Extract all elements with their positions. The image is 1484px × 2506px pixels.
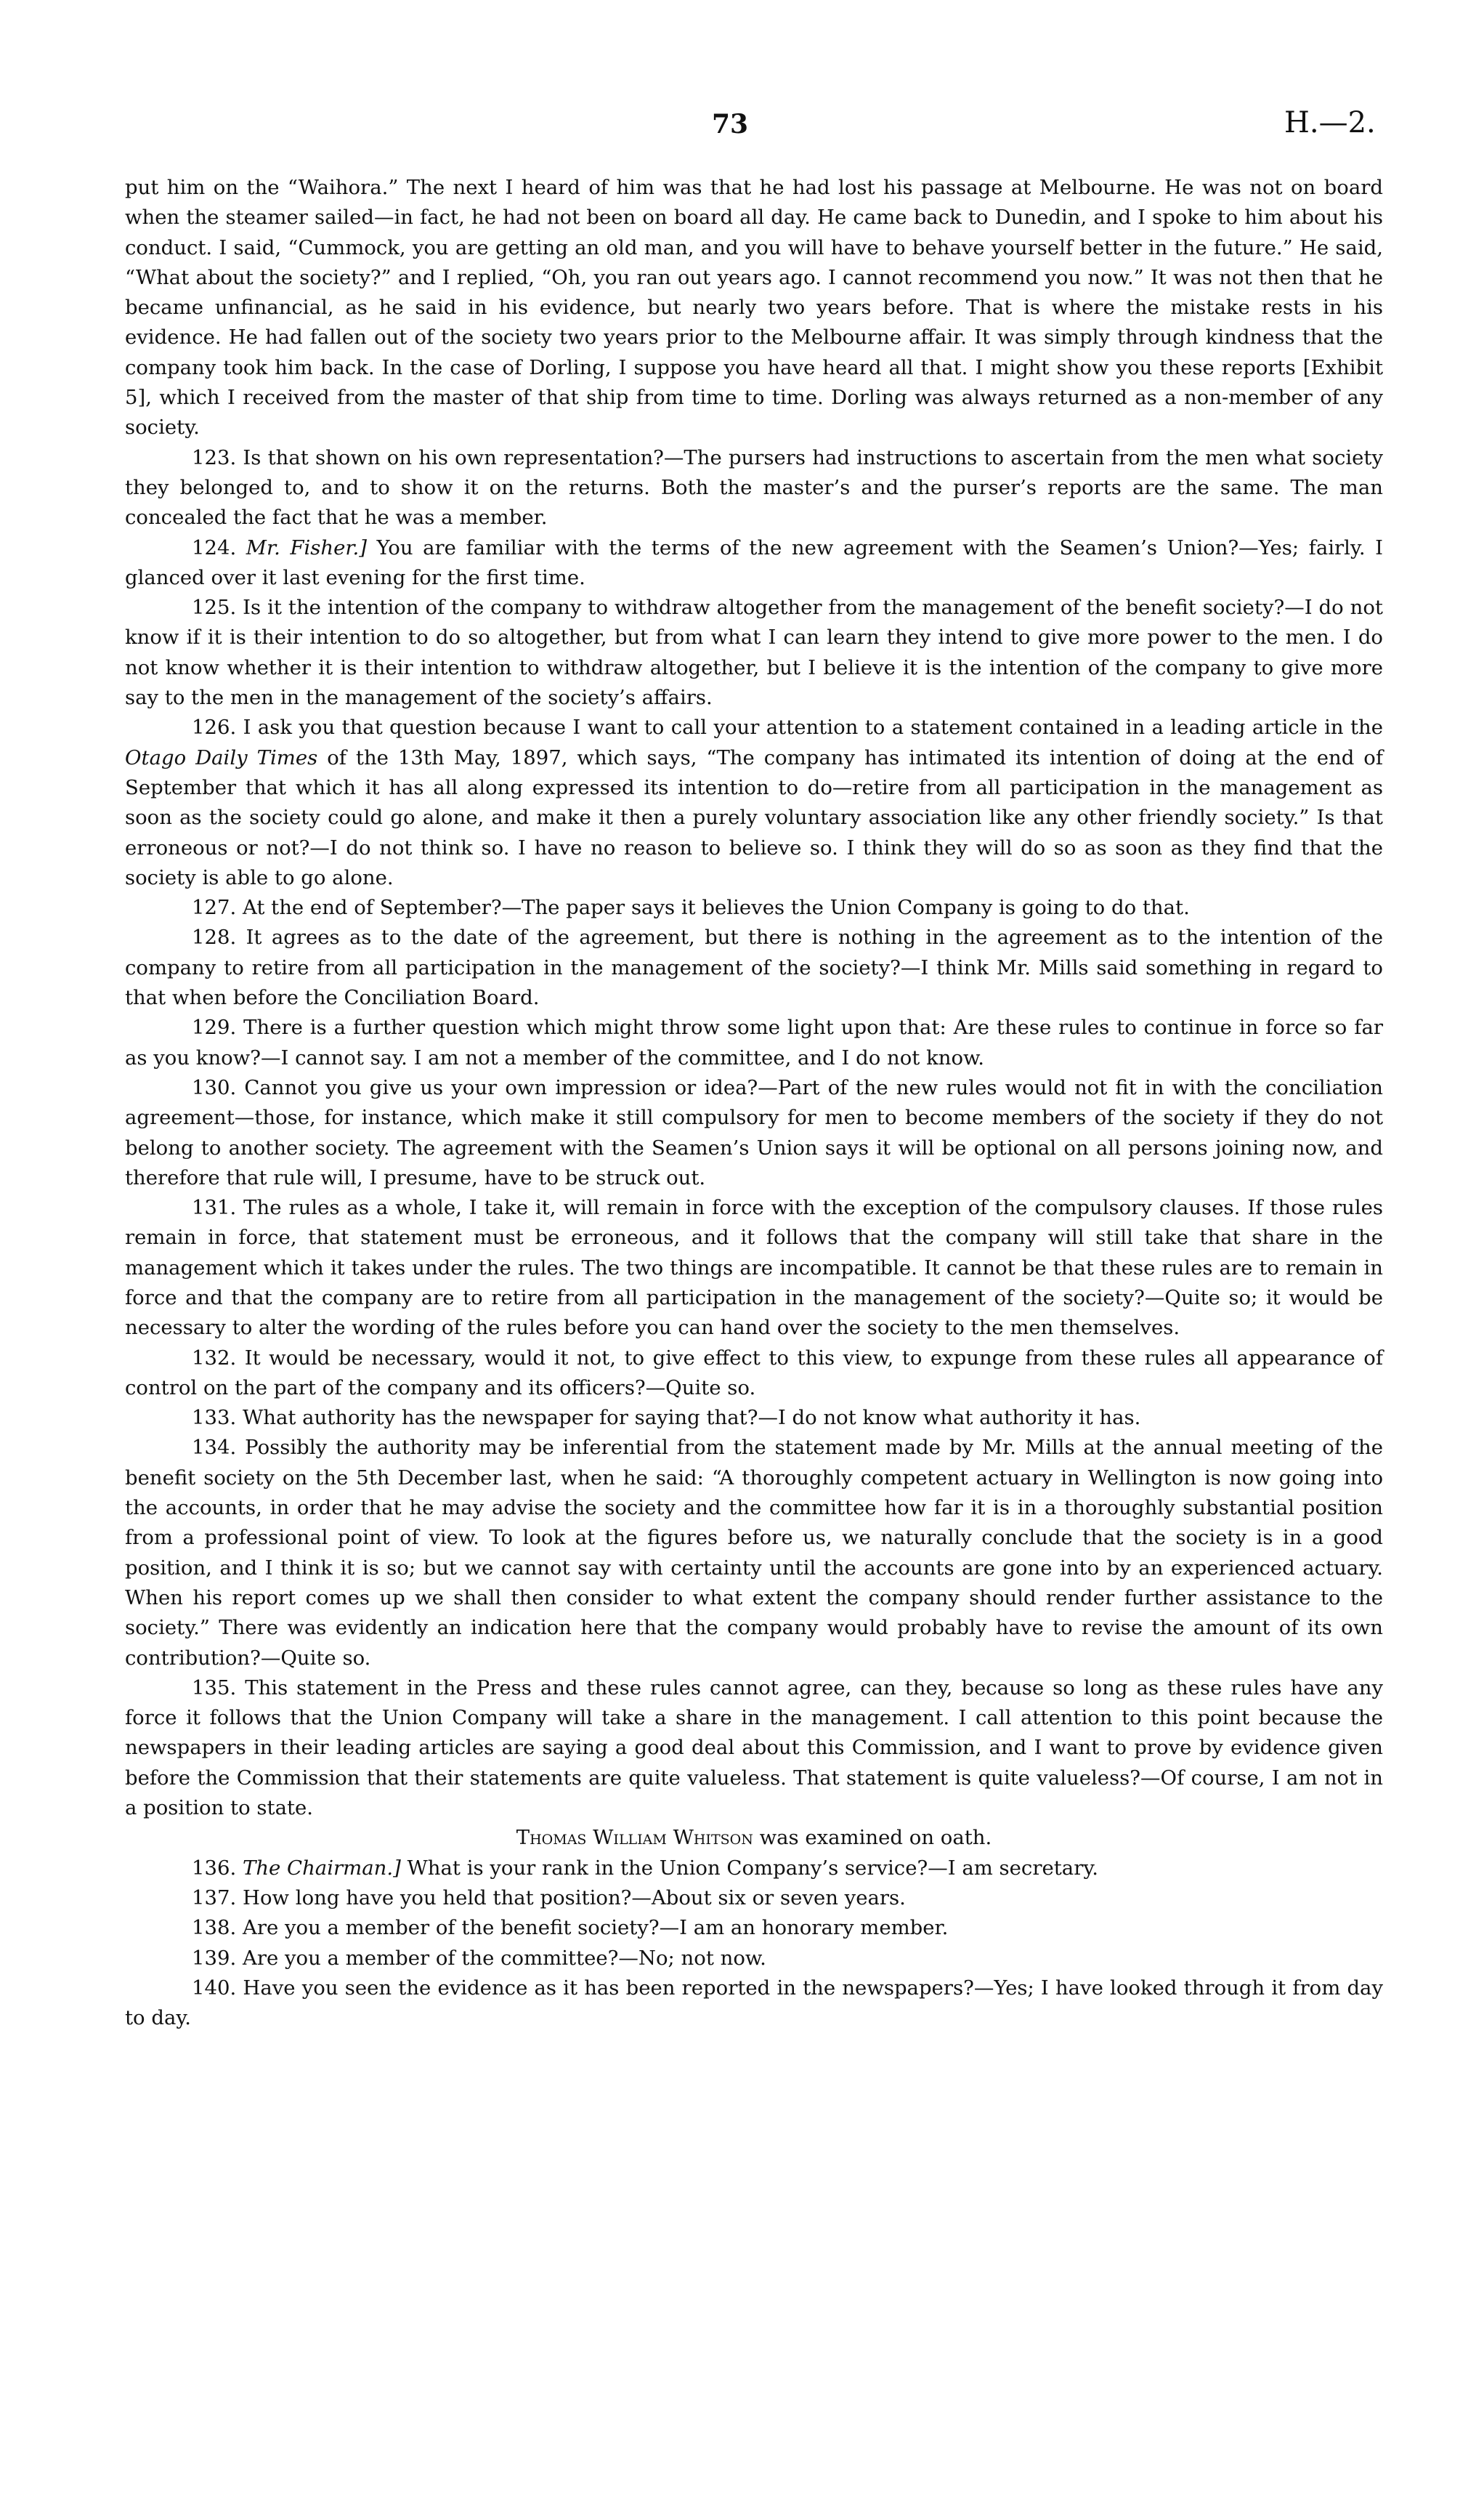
question-128: 128. It agrees as to the date of the agreement, but there is nothing in the agreement as to the intention of the company to retire from all participation in the management of the society?—I think Mr. Mills said something in regard to that when before the Conciliation Board. — [125, 926, 1383, 1010]
question-139: 139. Are you a member of the committee?—No; not now. — [192, 1946, 766, 1970]
question-123: 123. Is that shown on his own representation?—The pursers had instructions to ascertain from the men what society they belonged to, and to show it on the returns. Both the master’s and the purser’s reports are the same. The man concealed the fact that he was a member. — [125, 445, 1383, 530]
question-138: 138. Are you a member of the benefit society?—I am an honorary member. — [192, 1916, 949, 1940]
question-text-part-2: of the 13th May, 1897, which says, “The company has intimated its intention of doing at the end of September that which it has all along expressed its intention to do—retire from all participation in the management as soon as the society could go alone, and make it then a purely voluntary association like any other friendly society.” Is that erroneous or not?—I do not think so. I have no reason to believe so. I think they will do so as soon as they find that the society is able to go alone. — [125, 745, 1384, 889]
question-131: 131. The rules as a whole, I take it, will remain in force with the exception of the compulsory clauses. If those rules remain in force, that statement must be erroneous, and it follows that the company will still take that share in the management which it takes under the rules. The two things are incompatible. It cannot be that these rules are to remain in force and that the company are to retire from all participation in the management of the society?—Quite so; it would be necessary to alter the wording of the rules before you can hand over the society to the men themselves. — [125, 1196, 1383, 1340]
question-134: 134. Possibly the authority may be inferential from the statement made by Mr. Mills at the annual meeting of the benefit society on the 5th December last, when he said: “A thoroughly competent actuary in Wellington is now going into the accounts, in order that he may advise the society and the committee how far it is in a thoroughly substantial position from a professional point of view. To look at the figures before us, we naturally conclude that the society is in a good position, and I think it is so; but we cannot say with certainty until the accounts are gone into by an experienced actuary. When his report comes up we shall then consider to what extent the company should render further assistance to the society.” There was evidently an indication here that the company would probably have to revise the amount of its own contribution?—Quite so. — [125, 1436, 1383, 1670]
speaker-name: Mr. Fisher.] — [246, 535, 367, 559]
question-127: 127. At the end of September?—The paper says it believes the Union Company is going to do that. — [192, 896, 1190, 920]
question-129: 129. There is a further question which might throw some light upon that: Are these rules to continue in force so far as you know?—I cannot say. I am not a member of the committee, and I do not know. — [125, 1016, 1383, 1070]
evidence-transcript — [125, 173, 1383, 2033]
question-126 — [125, 713, 1383, 893]
page-number: 73 — [712, 109, 749, 140]
question-125: 125. Is it the intention of the company to withdraw altogether from the management of the benefit society?—I do not know if it is their intention to do so altogether, but from what I can learn they intend to give more power to the men. I do not know whether it is their intention to withdraw altogether, but I believe it is the intention of the company to give more say to the men in the management of the society’s affairs. — [125, 596, 1383, 710]
question-135: 135. This statement in the Press and these rules cannot agree, can they, because so long as these rules have any force it follows that the Union Company will take a share in the management. I call attention to this point because the newspapers in their leading articles are saying a good deal about this Commission, and I want to prove by evidence given before the Commission that their statements are quite valueless. That statement is quite valueless?—Of course, I am not in a position to state. — [125, 1676, 1383, 1820]
question-number: 124. — [192, 535, 237, 559]
question-130: 130. Cannot you give us your own impression or idea?—Part of the new rules would not fit in with the conciliation agreement—those, for instance, which make it still compulsory for men to become members of the society if they do not belong to another society. The agreement with the Seamen’s Union says it will be optional on all persons joining now, and therefore that rule will, I presume, have to be struck out. — [125, 1075, 1383, 1189]
speaker-name: The Chairman.] — [242, 1856, 401, 1880]
paragraph-continuation: put him on the “Waihora.” The next I heard of him was that he had lost his passage at Melbourne. He was not on board when the steamer sailed—in fact, he had not been on board all day. He came back to Dunedin, and I spoke to him about his conduct. I said, “Cummock, you are getting an old man, and you will have to behave yourself better in the future.” He said, “What about the society?” and I replied, “Oh, you ran out years ago. I cannot recommend you now.” It was not then that he became unfinancial, as he said in his evidence, but nearly two years before. That is where the mistake rests in his evidence. He had fallen out of the society two years prior to the Melbourne affair. It was simply through kindness that the company took him back. In the case of Dorling, I suppose you have heard all that. I might show you these reports [Exhibit 5], which I received from the master of that ship from time to time. Dorling was always returned as a non-member of any society. — [125, 176, 1383, 440]
question-136 — [125, 1854, 1383, 1883]
question-140: 140. Have you seen the evidence as it has been reported in the newspapers?—Yes; I have looked through it from day to day. — [125, 1976, 1383, 2030]
witness-oath-text: was examined on oath. — [759, 1826, 992, 1850]
question-137: 137. How long have you held that position?—About six or seven years. — [192, 1885, 906, 1909]
witness-name: Thomas William Whitson — [516, 1826, 753, 1850]
question-133: 133. What authority has the newspaper for saying that?—I do not know what authority it has. — [192, 1406, 1141, 1430]
question-124 — [125, 533, 1383, 594]
question-132: 132. It would be necessary, would it not, to give effect to this view, to expunge from these rules all appearance of control on the part of the company and its officers?—Quite so. — [125, 1346, 1383, 1399]
question-text: You are familiar with the terms of the new agreement with the Seamen’s Union?—Yes; fairly. I glanced over it last evening for the first time. — [125, 535, 1383, 589]
newspaper-title: Otago Daily Times — [125, 745, 318, 769]
question-text-part-1: 126. I ask you that question because I want to call your attention to a statement contained in a leading article in the — [192, 716, 1383, 740]
question-text: What is your rank in the Union Company’s service?—I am secretary. — [407, 1856, 1098, 1880]
question-number: 136. — [192, 1856, 237, 1880]
witness-heading — [125, 1823, 1383, 1853]
document-reference: H.—2. — [1284, 106, 1376, 140]
